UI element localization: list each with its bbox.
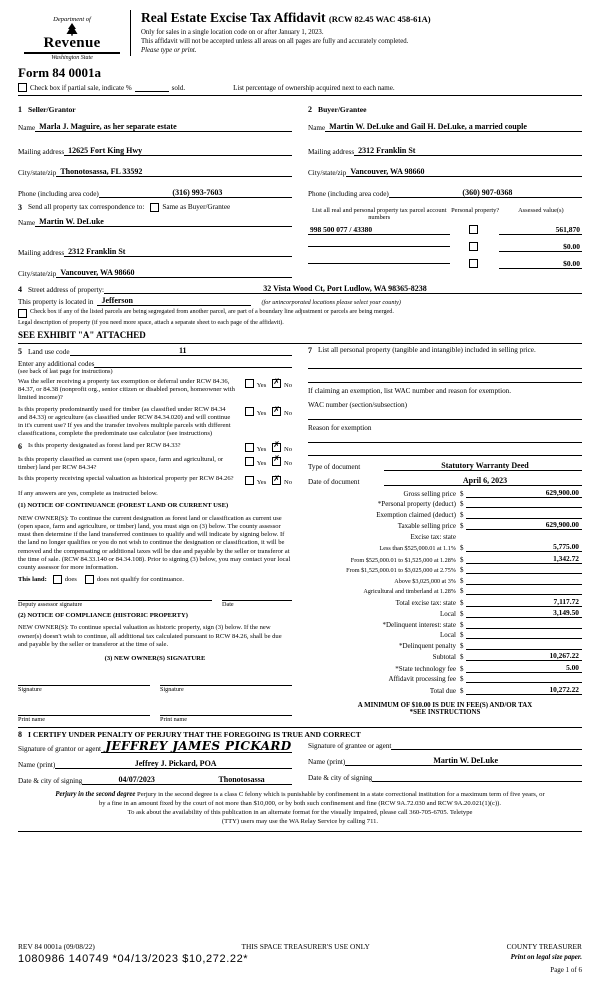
dollar-sign: $: [459, 598, 464, 607]
dollar-sign: $: [459, 522, 464, 530]
local-label: Local: [440, 610, 456, 618]
dollar-sign: $: [459, 641, 464, 650]
dollar-sign: $: [459, 587, 464, 595]
corr-citystate-value[interactable]: Vancouver, WA 98660: [56, 268, 292, 278]
dollar-sign: $: [459, 631, 464, 639]
same-as-buyer-label: Same as Buyer/Grantee: [162, 203, 231, 211]
wac-number-label: WAC number (section/subsection): [308, 401, 408, 409]
dollar-sign: $: [459, 544, 464, 552]
section-8-number: 8: [18, 730, 22, 740]
minimum-due-note: A MINIMUM OF $10.00 IS DUE IN FEE(S) AND/OR TAX: [357, 701, 533, 709]
compliance-text: NEW OWNER(S): To continue special valuation as historic property, sign (3) below. If the new owner(s) doesn't wish to continue, all additional tax calculated pursuant to RCW 84.26, shall be due and payable by the seller or transferor at the time of sale.: [18, 624, 282, 648]
delinquent-interest-local-value[interactable]: [466, 638, 582, 639]
segregation-note: Check box if any of the listed parcels are being segregated from another parcel, are part of a boundary line adjustment or parcels are being merged.: [30, 308, 394, 315]
exemption-deduct-label: Exemption claimed (deduct): [376, 510, 456, 519]
section-1-heading: Seller/Grantor: [28, 105, 76, 114]
additional-codes-label: Enter any additional codes: [18, 360, 95, 368]
question-timber-agriculture: Is this property predominantly used for timber (as classified under RCW 84.34 and 84.33) or agriculture (as classified under RCW 84.34.020) and will continue in it's current use? If yes and the transfer involves multiple parcels with different classifications, complete the predominate use calculator (see instructions): [18, 405, 231, 438]
grantor-printname-value[interactable]: Jeffrey J. Pickard, POA: [55, 759, 292, 769]
dollar-sign: $: [459, 500, 464, 508]
q2-answer: Yes ✗No: [241, 406, 292, 417]
seller-mail-label: Mailing address: [18, 148, 65, 156]
q1-no-checkbox[interactable]: [272, 379, 281, 388]
parcel-number-2[interactable]: [308, 246, 450, 247]
delinquent-interest-state-label: *Delinquent interest: state: [382, 620, 456, 629]
exemption-claim-note: If claiming an exemption, list WAC number and reason for exemption.: [308, 387, 512, 395]
money-row-tier2: [308, 555, 582, 564]
q1-answer: Yes ✗No: [241, 378, 292, 389]
grantor-city-value[interactable]: Thonotosassa: [187, 775, 292, 785]
grantee-date-value[interactable]: [372, 772, 582, 782]
tier1-value[interactable]: 5,775.00: [466, 543, 582, 552]
money-row-exemption: [308, 511, 582, 519]
assessed-value-2[interactable]: $0.00: [499, 242, 582, 252]
assessed-value-1[interactable]: 561,870: [499, 225, 582, 235]
seller-name-value[interactable]: Marla J. Maguire, as her separate estate: [35, 122, 292, 132]
land-use-value[interactable]: 11: [70, 346, 292, 356]
deputy-assessor-caption: Deputy assessor signature: [18, 601, 83, 609]
legal-description-note: Legal description of property (if you need more space, attach a separate sheet to each page of the affidavit).: [18, 319, 284, 326]
new-owner-signature-line-2[interactable]: [160, 677, 292, 686]
logo-department-text: Department of: [53, 16, 91, 23]
parcel-number-1[interactable]: 998 500 077 / 43380: [308, 225, 450, 235]
dollar-sign: $: [459, 555, 464, 564]
dollar-sign: $: [459, 675, 464, 683]
grantor-signature-label: Signature of grantor or agent: [18, 745, 102, 754]
exemption-deduct-value[interactable]: [466, 518, 582, 519]
money-row-tier3: [308, 566, 582, 574]
gross-price-value[interactable]: 629,900.00: [466, 489, 582, 498]
located-in-hint: (for unincorporated locations please select your county): [261, 299, 401, 306]
tier4-label: Above $3,025,000 at 3%: [394, 577, 456, 585]
money-row-tier4: [308, 577, 582, 585]
q3-answer: Yes ✗No: [241, 442, 292, 453]
money-row-delinq-state: [308, 621, 582, 629]
total-excise-state-label: Total excise tax: state: [395, 598, 456, 607]
q4-no-checkbox[interactable]: [272, 457, 281, 466]
corr-name-value[interactable]: Martin W. DeLuke: [35, 217, 292, 227]
money-row-penalty: [308, 642, 582, 650]
q4-answer: Yes ✗No: [241, 456, 292, 467]
sold-label: sold.: [171, 83, 186, 92]
exhibit-reference: SEE EXHIBIT "A" ATTACHED: [18, 330, 146, 340]
dollar-sign: $: [459, 620, 464, 629]
partial-sale-checkbox[interactable]: [18, 83, 27, 92]
located-in-label: This property is located in: [18, 298, 94, 306]
signature-caption-1: Signature: [18, 686, 42, 694]
tier2-value[interactable]: 1,342.72: [466, 555, 582, 564]
additional-codes-hint: (see back of last page for instructions): [18, 368, 113, 375]
delinquent-interest-local-label: Local: [440, 631, 456, 639]
perjury-line-2: by a fine in an amount fixed by the court of not more than $10,000, or by both such confinement and fine (RCW 9A.72.030 and RCW 9A.20.021(1)(c)).: [98, 800, 502, 808]
seller-name-label: Name: [18, 124, 36, 132]
deputy-assessor-signature-line[interactable]: [18, 592, 212, 601]
local-value[interactable]: 3,149.50: [466, 609, 582, 618]
money-row-total-state: [308, 598, 582, 607]
dollar-sign: $: [459, 576, 464, 585]
does-not-label: does not qualify for continuance.: [96, 576, 184, 584]
table-row: [308, 242, 582, 252]
document-date-value[interactable]: April 6, 2023: [384, 476, 582, 486]
buyer-phone-label: Phone (including area code): [308, 190, 389, 198]
money-row-techfee: [308, 664, 582, 673]
wac-number-value[interactable]: [308, 409, 582, 420]
seller-citystate-value[interactable]: Thonotosassa, FL 33592: [56, 167, 292, 177]
money-row-taxable: [308, 521, 582, 530]
q5-answer: Yes ✗No: [241, 475, 292, 486]
seller-mail-value[interactable]: 12625 Fort King Hwy: [64, 146, 292, 156]
does-not-qualify-checkbox[interactable]: [85, 575, 94, 584]
q3-no-checkbox[interactable]: [272, 443, 281, 452]
segregation-checkbox[interactable]: [18, 309, 27, 318]
page-number: Page 1 of 6: [550, 966, 582, 974]
taxable-price-value[interactable]: 629,900.00: [466, 521, 582, 530]
deputy-assessor-date-line[interactable]: [222, 592, 292, 601]
see-instructions-note: *SEE INSTRUCTIONS: [409, 708, 481, 716]
q2-no-checkbox[interactable]: [272, 407, 281, 416]
printname-caption-2: Print name: [160, 716, 187, 724]
question-forest-land: Is this property designated as forest land per RCW 84.33?: [28, 441, 181, 449]
buyer-phone-value[interactable]: (360) 907-0368: [389, 188, 582, 198]
section-2-number: 2: [308, 105, 312, 114]
q4-yes-checkbox[interactable]: [245, 457, 254, 466]
money-row-total-due: [308, 686, 582, 695]
signature-caption-2: Signature: [160, 686, 184, 694]
buyer-mail-value[interactable]: 2312 Franklin St: [354, 146, 582, 156]
buyer-name-label: Name: [308, 124, 326, 132]
personal-deduct-value[interactable]: [466, 507, 582, 508]
tier3-value[interactable]: [466, 573, 582, 574]
question-historic-valuation: Is this property receiving special valuation as historical property per RCW 84.26?: [18, 475, 234, 483]
money-row-tier1: [308, 543, 582, 552]
question-current-use: Is this property classified as current use (open space, farm and agricultural, or timber) land per RCW 84.34?: [18, 455, 224, 471]
section-7-number: 7: [308, 346, 312, 355]
section-4-number: 4: [18, 285, 22, 294]
table-row: [308, 259, 582, 269]
agtimber-value[interactable]: [466, 594, 582, 595]
corr-mail-value[interactable]: 2312 Franklin St: [64, 247, 292, 257]
dollar-sign: $: [459, 510, 464, 519]
grantor-date-value[interactable]: 04/07/2023: [82, 775, 187, 785]
gross-price-label: Gross selling price: [403, 489, 456, 498]
new-owner-printname-line-2[interactable]: [160, 707, 292, 716]
this-land-label: This land:: [18, 576, 47, 584]
document-type-label: Type of document: [308, 463, 361, 471]
money-row-delinq-local: [308, 631, 582, 639]
header-note-1: Only for sales in a single location code on or after January 1, 2023.: [141, 29, 324, 36]
tier4-value[interactable]: [466, 584, 582, 585]
buyer-citystate-label: City/state/zip: [308, 169, 347, 177]
additional-codes-value[interactable]: [94, 358, 292, 368]
dollar-sign: $: [459, 686, 464, 695]
yes-instruction: If any answers are yes, complete as instructed below.: [18, 490, 158, 498]
grantee-printname-label: Name (print): [308, 758, 346, 767]
grantor-date-label: Date & city of signing: [18, 777, 83, 786]
grantee-date-label: Date & city of signing: [308, 774, 373, 783]
perjury-lead: Perjury in the second degree: [55, 791, 136, 799]
new-owner-printname-line-1[interactable]: [18, 707, 150, 716]
delinquent-penalty-value[interactable]: [466, 649, 582, 650]
section-1-number: 1: [18, 105, 22, 114]
personal-property-checkbox-3[interactable]: [469, 259, 478, 268]
grantor-printname-label: Name (print): [18, 761, 56, 770]
new-owner-signature-line-1[interactable]: [18, 677, 150, 686]
county-treasurer-label: COUNTY TREASURER: [506, 942, 582, 951]
section-7-text: List all personal property (tangible and intangible) included in selling price.: [318, 346, 536, 354]
section-5-number: 5: [18, 347, 22, 356]
reason-exemption-label: Reason for exemption: [308, 424, 372, 432]
q1-yes-checkbox[interactable]: [245, 379, 254, 388]
taxable-price-label: Taxable selling price: [397, 522, 456, 530]
tech-fee-label: *State technology fee: [395, 664, 456, 673]
document-date-label: Date of document: [308, 478, 360, 486]
revision-number: REV 84 0001a (09/08/22): [18, 942, 95, 951]
personal-property-checkbox-2[interactable]: [469, 242, 478, 251]
personal-property-checkbox-1[interactable]: [469, 225, 478, 234]
seller-citystate-label: City/state/zip: [18, 169, 57, 177]
treasurer-stamp: 1080986 140749 *04/13/2023 $10,272.22*: [18, 953, 249, 965]
q5-no-checkbox[interactable]: [272, 476, 281, 485]
partial-sale-input[interactable]: [135, 83, 169, 92]
dollar-sign: $: [459, 664, 464, 673]
document-header: [18, 10, 582, 61]
located-in-value[interactable]: Jefferson: [97, 296, 251, 306]
tech-fee-value[interactable]: 5.00: [466, 664, 582, 673]
money-row-personal: [308, 500, 582, 508]
total-due-label: Total due: [429, 686, 456, 695]
money-row-processing: [308, 675, 582, 683]
seller-phone-value[interactable]: (316) 993-7603: [99, 188, 292, 198]
compliance-title: (2) NOTICE OF COMPLIANCE (HISTORIC PROPERTY): [18, 612, 188, 620]
grantee-signature-value[interactable]: [391, 740, 582, 750]
logo-state-text: Washington State: [51, 55, 93, 61]
total-excise-state-value[interactable]: 7,117.72: [466, 598, 582, 607]
rcw-reference: (RCW 82.45 WAC 458-61A): [328, 14, 431, 24]
corr-mail-label: Mailing address: [18, 249, 65, 257]
personal-col-header: Personal property?: [451, 207, 500, 214]
buyer-mail-label: Mailing address: [308, 148, 355, 156]
new-owner-signature-title: (3) NEW OWNER(S) SIGNATURE: [104, 655, 206, 663]
subtotal-value[interactable]: 10,267.22: [466, 652, 582, 661]
partial-sale-label: Check box if partial sale, indicate %: [30, 83, 132, 92]
personal-property-line-2[interactable]: [308, 369, 582, 383]
money-row-excise-state: [308, 533, 582, 541]
personal-property-line-1[interactable]: [308, 355, 582, 369]
same-as-buyer-checkbox[interactable]: [150, 203, 159, 212]
section-3-number: 3: [18, 203, 22, 212]
assessed-col-header: Assessed value(s): [518, 207, 564, 214]
dollar-sign: $: [459, 566, 464, 574]
land-use-label: Land use code: [28, 348, 70, 356]
form-number: Form 84 0001a: [18, 65, 102, 80]
logo-divider: [24, 52, 120, 54]
legal-size-note: Print on legal size paper.: [510, 953, 582, 961]
section-3-heading: Send all property tax correspondence to:: [28, 203, 145, 211]
parcel-number-3[interactable]: [308, 263, 450, 264]
total-due-value[interactable]: 10,272.22: [466, 686, 582, 695]
q5-yes-checkbox[interactable]: [245, 476, 254, 485]
money-row-gross: [308, 489, 582, 498]
question-exemption-deferral: Was the seller receiving a property tax exemption or deferral under RCW 84.36, 84.37, or 84.38 (nonprofit org., senior citizen or disabled person, homeowner with limited income)?: [18, 378, 235, 402]
tier2-label: From $525,000.01 to $1,525,000 at 1.28%: [350, 556, 456, 564]
seller-phone-label: Phone (including area code): [18, 190, 99, 198]
grantor-signature-value[interactable]: JEFFREY JAMES PICKARD: [101, 740, 292, 753]
subtotal-label: Subtotal: [432, 653, 456, 661]
dollar-sign: $: [459, 653, 464, 661]
table-row: [308, 225, 582, 235]
dollar-sign: $: [459, 489, 464, 498]
excise-state-label: Excise tax: state: [410, 532, 456, 541]
q2-yes-checkbox[interactable]: [245, 407, 254, 416]
perjury-line-3: To ask about the availability of this publication in an alternate format for the visually impaired, please call 360-705-6705. Teletype: [127, 809, 473, 817]
buyer-name-value[interactable]: Martin W. DeLuke and Gail H. DeLuke, a married couple: [325, 122, 582, 132]
money-row-local: [308, 609, 582, 618]
tier3-label: From $1,525,000.01 to $3,025,000 at 2.75%: [346, 567, 456, 574]
reason-exemption-line-2[interactable]: [308, 443, 582, 456]
deputy-assessor-date-caption: Date: [222, 601, 234, 609]
perjury-line-4: (TTY) users may use the WA Relay Service by calling 711.: [221, 818, 379, 826]
street-address-value[interactable]: 32 Vista Wood Ct, Port Ludlow, WA 98365-8238: [104, 284, 582, 294]
tier1-label: Less than $525,000.01 at 1.1%: [379, 545, 456, 552]
header-note-2: This affidavit will not be accepted unless all areas on all pages are fully and accurately completed.: [141, 38, 409, 46]
money-row-agtimber: [308, 587, 582, 595]
header-note-3: Please type or print.: [141, 47, 197, 55]
corr-name-label: Name: [18, 219, 36, 227]
grantee-printname-value[interactable]: Martin W. DeLuke: [345, 756, 582, 766]
grantee-signature-label: Signature of grantee or agent: [308, 742, 392, 751]
treasurer-space-label: THIS SPACE TREASURER'S USE ONLY: [241, 942, 370, 951]
section-2-heading: Buyer/Grantee: [318, 105, 367, 114]
perjury-line-1: Perjury in the second degree is a class C felony which is punishable by confinement in a state correctional institution for a maximum term of five years, or: [137, 791, 545, 799]
street-address-label: Street address of property:: [28, 286, 105, 294]
personal-deduct-label: *Personal property (deduct): [377, 500, 456, 508]
processing-fee-value[interactable]: [466, 682, 582, 683]
printname-caption-1: Print name: [18, 716, 45, 724]
certify-heading: I CERTIFY UNDER PENALTY OF PERJURY THAT THE FOREGOING IS TRUE AND CORRECT: [28, 730, 361, 740]
dollar-sign: $: [459, 610, 464, 618]
processing-fee-label: Affidavit processing fee: [388, 675, 456, 683]
buyer-citystate-value[interactable]: Vancouver, WA 98660: [346, 167, 582, 177]
does-qualify-checkbox[interactable]: [53, 575, 62, 584]
parcel-col-header: List all real and personal property tax parcel account numbers: [311, 207, 447, 222]
delinquent-interest-state-value[interactable]: [466, 628, 582, 629]
q3-yes-checkbox[interactable]: [245, 443, 254, 452]
delinquent-penalty-label: *Delinquent penalty: [398, 641, 456, 650]
continuance-title: (1) NOTICE OF CONTINUANCE (FOREST LAND OR CURRENT USE): [18, 502, 229, 510]
page-title: Real Estate Excise Tax Affidavit (RCW 82.45 WAC 458-61A): [141, 10, 431, 25]
continuance-text: NEW OWNER(S): To continue the current designation as forest land or classification as current use (open space, farm and agriculture, or timber) land, you must sign on (3) below. The county assessor must then determine if the land transferred continues to qualify and will indicate by signing below. If the land no longer qualifies or you do not wish to continue the designation or classification, it will be removed and the compensating or additional taxes will be due and payable by the seller or transferor at the time of sale. (RCW 84.33.140 or 84.34.108). Prior to signing (3) below, you may contact your local county assessor for more information.: [18, 514, 291, 571]
section-6-number: 6: [18, 441, 22, 451]
money-row-subtotal: [308, 652, 582, 661]
logo-revenue-text: Revenue: [43, 35, 101, 51]
document-type-value[interactable]: Statutory Warranty Deed: [384, 461, 582, 471]
ownership-note: List percentage of ownership acquired next to each name.: [233, 83, 395, 92]
agtimber-label: Agricultural and timberland at 1.28%: [363, 588, 456, 595]
does-label: does: [64, 576, 77, 584]
reason-exemption-value[interactable]: [308, 432, 582, 443]
agency-logo: [18, 10, 126, 61]
assessed-value-3[interactable]: $0.00: [499, 259, 582, 269]
corr-citystate-label: City/state/zip: [18, 270, 57, 278]
